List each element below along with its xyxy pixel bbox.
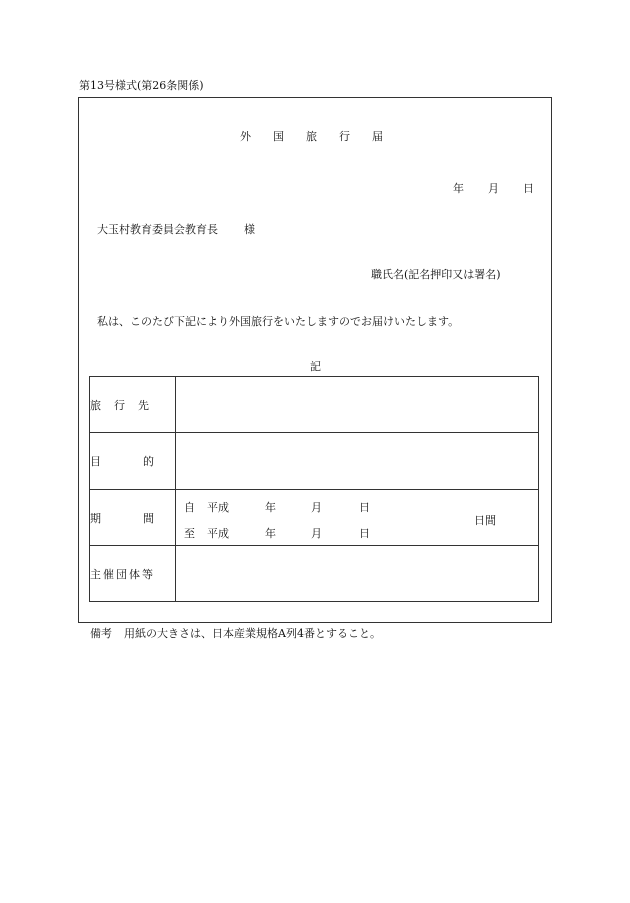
table-row	[90, 377, 539, 433]
title-char: 国	[273, 130, 284, 143]
label-char: 旅	[90, 398, 101, 412]
signature-label: 職氏名(記名押印又は署名)	[371, 268, 501, 281]
title-char: 外	[240, 130, 251, 143]
period-era: 平成	[207, 501, 229, 514]
period-month: 月	[311, 501, 322, 514]
form-title	[240, 131, 383, 142]
remarks	[90, 628, 381, 639]
purpose-field[interactable]	[176, 433, 539, 490]
label-char: 先	[138, 398, 149, 412]
date-day: 日	[523, 182, 534, 195]
period-year: 年	[265, 501, 276, 514]
label-char: 行	[114, 398, 125, 412]
label-char: 的	[143, 455, 154, 468]
detail-table	[89, 376, 539, 602]
purpose-label	[90, 433, 176, 490]
period-day: 日	[359, 527, 370, 540]
period-year: 年	[265, 527, 276, 540]
body-text: 私は、このたび下記により外国旅行をいたしますのでお届けいたします。	[97, 315, 460, 328]
recipient-name: 大玉村教育委員会教育長	[97, 223, 218, 236]
remarks-text: 用紙の大きさは、日本産業規格A列4番とすること。	[124, 627, 381, 640]
remarks-label: 備考	[90, 627, 112, 640]
title-char: 行	[339, 130, 350, 143]
recipient-honorific: 様	[244, 223, 255, 236]
destination-field[interactable]	[176, 377, 539, 433]
date-month: 月	[488, 182, 499, 195]
period-prefix: 自	[184, 501, 195, 514]
label-char: 間	[143, 511, 154, 525]
table-row	[90, 433, 539, 490]
title-char: 旅	[306, 130, 317, 143]
ki-heading: 記	[310, 360, 321, 373]
table-row	[90, 546, 539, 602]
organizer-label: 主催団体等	[90, 546, 176, 602]
form-number: 第13号様式(第26条関係)	[79, 79, 204, 92]
period-field[interactable]	[176, 490, 539, 546]
destination-label	[90, 377, 176, 433]
label-char: 目	[90, 455, 101, 468]
period-day: 日	[359, 501, 370, 514]
period-label	[90, 490, 176, 546]
period-era: 平成	[207, 527, 229, 540]
organizer-field[interactable]	[176, 546, 539, 602]
days-label: 日間	[474, 514, 496, 527]
table-row	[90, 490, 539, 546]
title-char: 届	[372, 130, 383, 143]
period-prefix: 至	[184, 527, 195, 540]
period-month: 月	[311, 527, 322, 540]
date-year: 年	[453, 182, 464, 195]
label-char: 期	[90, 511, 101, 525]
recipient	[97, 224, 255, 235]
